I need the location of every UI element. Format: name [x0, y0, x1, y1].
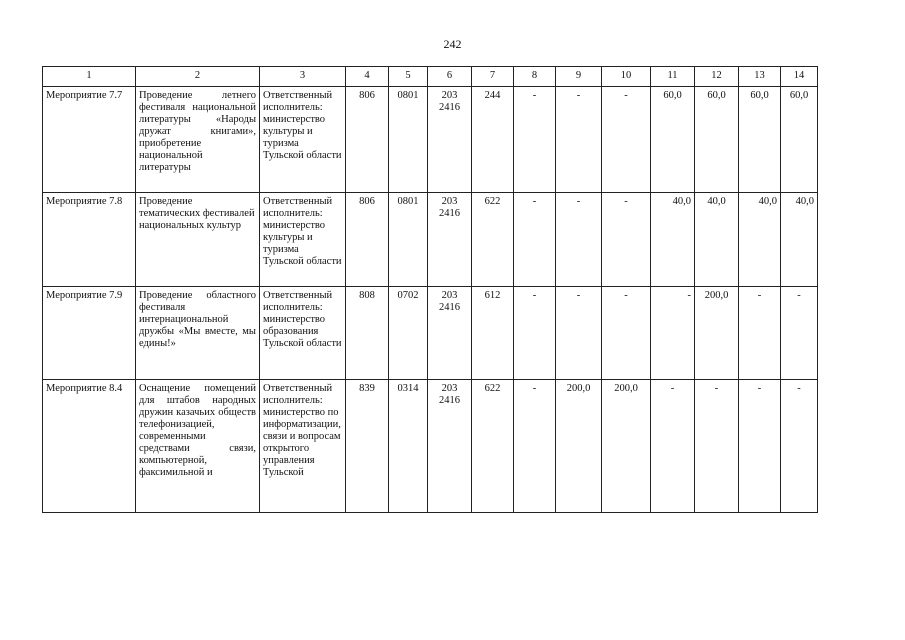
cell-col-4: 806 — [346, 193, 389, 287]
cell-col-13: 40,0 — [739, 193, 781, 287]
column-header: 6 — [428, 67, 472, 87]
activity-description: Проведение областного фестиваля интернациональной дружбы «Мы вместе, мы едины!» — [136, 287, 260, 380]
activity-name: Мероприятие 7.8 — [43, 193, 136, 287]
cell-col-5: 0801 — [389, 87, 428, 193]
cell-col-13: 60,0 — [739, 87, 781, 193]
cell-col-11: 40,0 — [651, 193, 695, 287]
header-row — [43, 67, 818, 87]
table-row — [43, 87, 818, 193]
cell-col-14: 60,0 — [781, 87, 818, 193]
cell-col-6-line-1: 203 — [441, 90, 458, 101]
cell-col-9: 200,0 — [556, 380, 602, 513]
cell-col-10: - — [602, 87, 651, 193]
column-header: 1 — [43, 67, 136, 87]
table-row — [43, 380, 818, 513]
responsible-executor: Ответственный исполнитель: министерство культуры и туризма Тульской области — [260, 87, 346, 193]
cell-col-6-line-2: 2416 — [439, 395, 460, 406]
column-header: 4 — [346, 67, 389, 87]
cell-col-9: - — [556, 287, 602, 380]
cell-col-13: - — [739, 287, 781, 380]
column-header: 3 — [260, 67, 346, 87]
cell-col-11: 60,0 — [651, 87, 695, 193]
cell-col-7: 244 — [472, 87, 514, 193]
activity-name: Мероприятие 8.4 — [43, 380, 136, 513]
column-header: 14 — [781, 67, 818, 87]
cell-col-5: 0314 — [389, 380, 428, 513]
budget-table — [42, 66, 818, 513]
cell-col-12: 200,0 — [695, 287, 739, 380]
column-header: 9 — [556, 67, 602, 87]
cell-col-6 — [428, 193, 472, 287]
cell-col-11: - — [651, 380, 695, 513]
cell-col-6 — [428, 87, 472, 193]
cell-col-12: 60,0 — [695, 87, 739, 193]
column-header: 2 — [136, 67, 260, 87]
column-header: 13 — [739, 67, 781, 87]
cell-col-6 — [428, 287, 472, 380]
cell-col-8: - — [514, 380, 556, 513]
cell-col-13: - — [739, 380, 781, 513]
responsible-executor: Ответственный исполнитель: министерство культуры и туризма Тульской области — [260, 193, 346, 287]
cell-col-4: 839 — [346, 380, 389, 513]
cell-col-4: 806 — [346, 87, 389, 193]
column-header: 8 — [514, 67, 556, 87]
cell-col-14: - — [781, 380, 818, 513]
cell-col-12: 40,0 — [695, 193, 739, 287]
cell-col-7: 612 — [472, 287, 514, 380]
cell-col-6 — [428, 380, 472, 513]
table-row — [43, 287, 818, 380]
cell-col-7: 622 — [472, 380, 514, 513]
cell-col-7: 622 — [472, 193, 514, 287]
cell-col-5: 0801 — [389, 193, 428, 287]
cell-col-10: 200,0 — [602, 380, 651, 513]
page-number: 242 — [443, 37, 462, 51]
cell-col-9: - — [556, 193, 602, 287]
cell-col-6-line-2: 2416 — [439, 208, 460, 219]
cell-col-9: - — [556, 87, 602, 193]
activity-name: Мероприятие 7.7 — [43, 87, 136, 193]
activity-description: Проведение тематических фестивалей национальных культур — [136, 193, 260, 287]
activity-name: Мероприятие 7.9 — [43, 287, 136, 380]
responsible-executor: Ответственный исполнитель: министерство по информатизации, связи и вопросам открытого управления Тульской — [260, 380, 346, 513]
cell-col-6-line-2: 2416 — [439, 102, 460, 113]
cell-col-5: 0702 — [389, 287, 428, 380]
cell-col-14: 40,0 — [781, 193, 818, 287]
cell-col-10: - — [602, 193, 651, 287]
cell-col-6-line-1: 203 — [441, 383, 458, 394]
cell-col-8: - — [514, 287, 556, 380]
activity-description: Проведение летнего фестиваля национальной литературы «Народы дружат книгами», приобретение национальной литературы — [136, 87, 260, 193]
responsible-executor: Ответственный исполнитель: министерство образования Тульской области — [260, 287, 346, 380]
column-header: 12 — [695, 67, 739, 87]
cell-col-12: - — [695, 380, 739, 513]
column-header: 5 — [389, 67, 428, 87]
cell-col-10: - — [602, 287, 651, 380]
cell-col-8: - — [514, 193, 556, 287]
column-header: 10 — [602, 67, 651, 87]
cell-col-6-line-1: 203 — [441, 290, 458, 301]
column-header: 7 — [472, 67, 514, 87]
cell-col-4: 808 — [346, 287, 389, 380]
table-row — [43, 193, 818, 287]
cell-col-11: - — [651, 287, 695, 380]
column-header: 11 — [651, 67, 695, 87]
activity-description: Оснащение помещений для штабов народных дружин казачьих обществ телефонизацией, современными средствами связи, компьютерной, факсимильной и — [136, 380, 260, 513]
cell-col-14: - — [781, 287, 818, 380]
cell-col-8: - — [514, 87, 556, 193]
cell-col-6-line-2: 2416 — [439, 302, 460, 313]
cell-col-6-line-1: 203 — [441, 196, 458, 207]
